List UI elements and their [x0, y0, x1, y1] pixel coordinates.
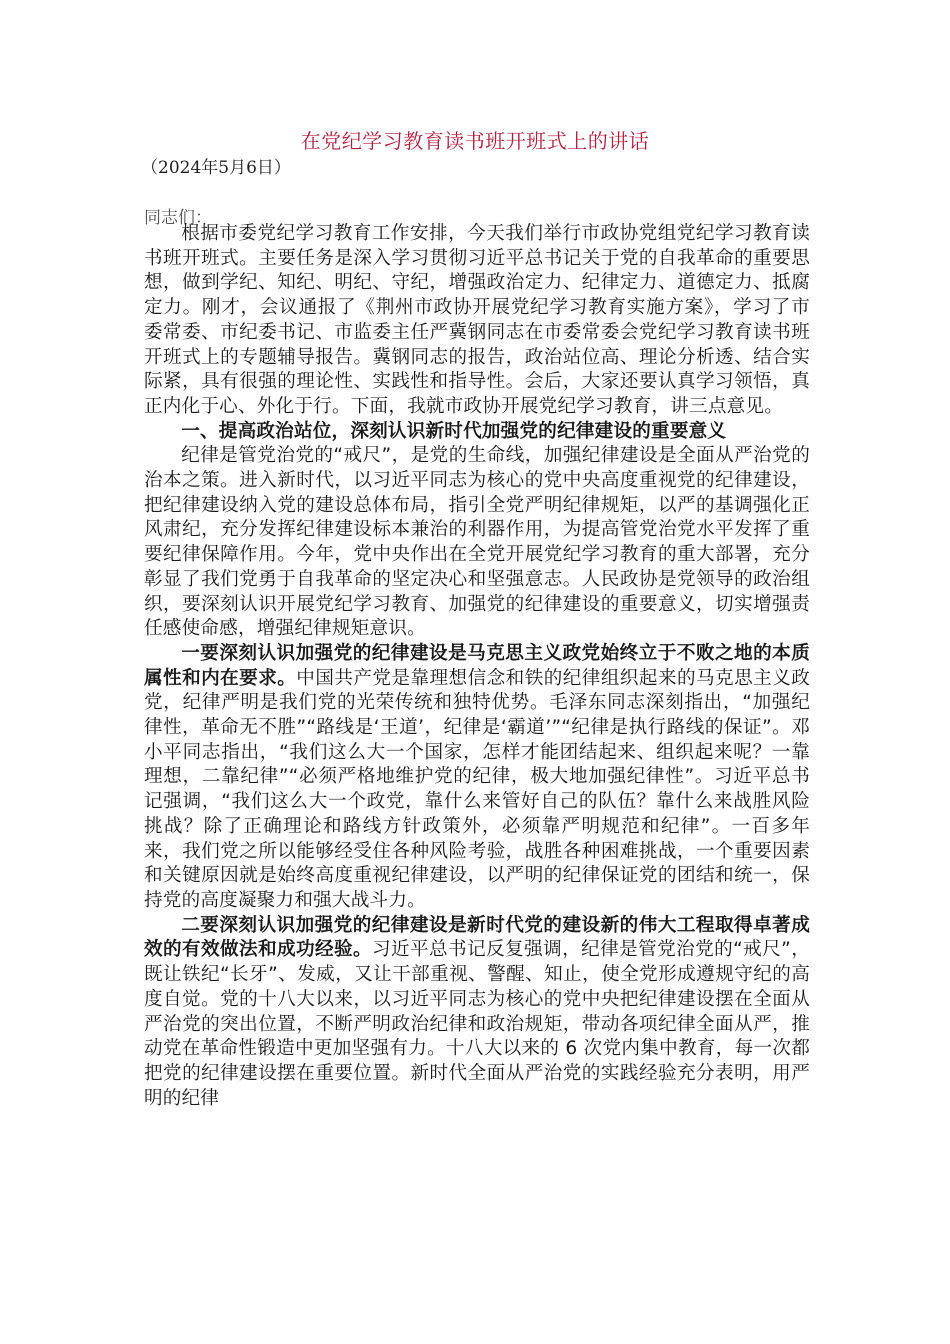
speech-date: （2024年5月6日）: [141, 158, 291, 178]
point-1-text: 中国共产党是靠理想信念和铁的纪律组织起来的马克思主义政党，纪律严明是我们党的光荣传统和独特优势。毛泽东同志深刻指出，“加强纪律性，革命无不胜”“路线是‘王道’，纪律是‘霸道’”“纪律是执行路线的保证”。邓小平同志指出，“我们这么大一个国家，怎样才能团结起来、组织起来呢？一靠理想，二靠纪律”“必须严格地维护党的纪律，极大地加强纪律性”。习近平总书记强调，“我们这么大一个政党，靠什么来管好自己的队伍？靠什么来战胜风险挑战？除了正确理论和路线方针政策外，必须靠严明规范和纪律”。一百多年来，我们党之所以能够经受住各种风险考验，战胜各种困难挑战，一个重要因素和关键原因就是始终高度重视纪律建设，以严明的纪律保证党的团结和统一，保持党的高度凝聚力和强大战斗力。: [144, 667, 810, 911]
section-1-paragraph: 纪律是管党治党的“戒尺”，是党的生命线，加强纪律建设是全面从严治党的治本之策。进入新时代，以习近平同志为核心的党中央高度重视党的纪律建设，把纪律建设纳入党的建设总体布局，指引全党严明纪律规矩，以严的基调强化正风肃纪，充分发挥纪律建设标本兼治的利器作用，为提高管党治党水平发挥了重要纪律保障作用。今年，党中央作出在全党开展党纪学习教育的重大部署，充分彰显了我们党勇于自我革命的坚定决心和坚强意志。人民政协是党领导的政治组织，要深刻认识开展党纪学习教育、加强党的纪律建设的重要意义，切实增强责任感使命感，增强纪律规矩意识。: [144, 445, 810, 640]
point-2-text: 习近平总书记反复强调，纪律是管党治党的“戒尺”，既让铁纪“长牙”、发威，又让干部重视、警醒、知止，使全党形成遵规守纪的高度自觉。党的十八大以来，以习近平同志为核心的党中央把纪律建设摆在全面从严治党的突出位置，不断严明政治纪律和政治规矩，带动各项纪律全面从严，推动党在革命性锻造中更加坚强有力。十八大以来的 6 次党内集中教育，每一次都把党的纪律建设摆在重要位置。新时代全面从严治党的实践经验充分表明，用严明的纪律: [144, 939, 810, 1109]
intro-paragraph: 根据市委党纪学习教育工作安排，今天我们举行市政协党组党纪学习教育读书班开班式。主要任务是深入学习贯彻习近平总书记关于党的自我革命的重要思想，做到学纪、知纪、明纪、守纪，增强政治定力、纪律定力、道德定力、抵腐定力。刚才，会议通报了《荆州市政协开展党纪学习教育实施方案》，学习了市委常委、市纪委书记、市监委主任严冀钢同志在市委常委会党纪学习教育读书班开班式上的专题辅导报告。冀钢同志的报告，政治站位高、理论分析透、结合实际紧，具有很强的理论性、实践性和指导性。会后，大家还要认真学习领悟，真正内化于心、外化于行。下面，我就市政协开展党纪学习教育，讲三点意见。: [144, 223, 810, 417]
section-1-heading: 一、提高政治站位，深刻认识新时代加强党的纪律建设的重要意义: [181, 420, 727, 442]
salutation: 同志们：: [144, 208, 212, 228]
point-1-paragraph: [144, 642, 810, 914]
document-title: 在党纪学习教育读书班开班式上的讲话: [300, 129, 650, 153]
point-2-paragraph: [144, 914, 810, 1112]
point-1-lead: 一要深刻认识加强党的纪律建设是马克思主义政党始终立于不败之地的本质属性和内在要求。: [144, 642, 810, 689]
document-body: [144, 222, 810, 1111]
point-2-lead: 二要深刻认识加强党的纪律建设是新时代党的建设新的伟大工程取得卓著成效的有效做法和成功经验。: [144, 914, 810, 961]
